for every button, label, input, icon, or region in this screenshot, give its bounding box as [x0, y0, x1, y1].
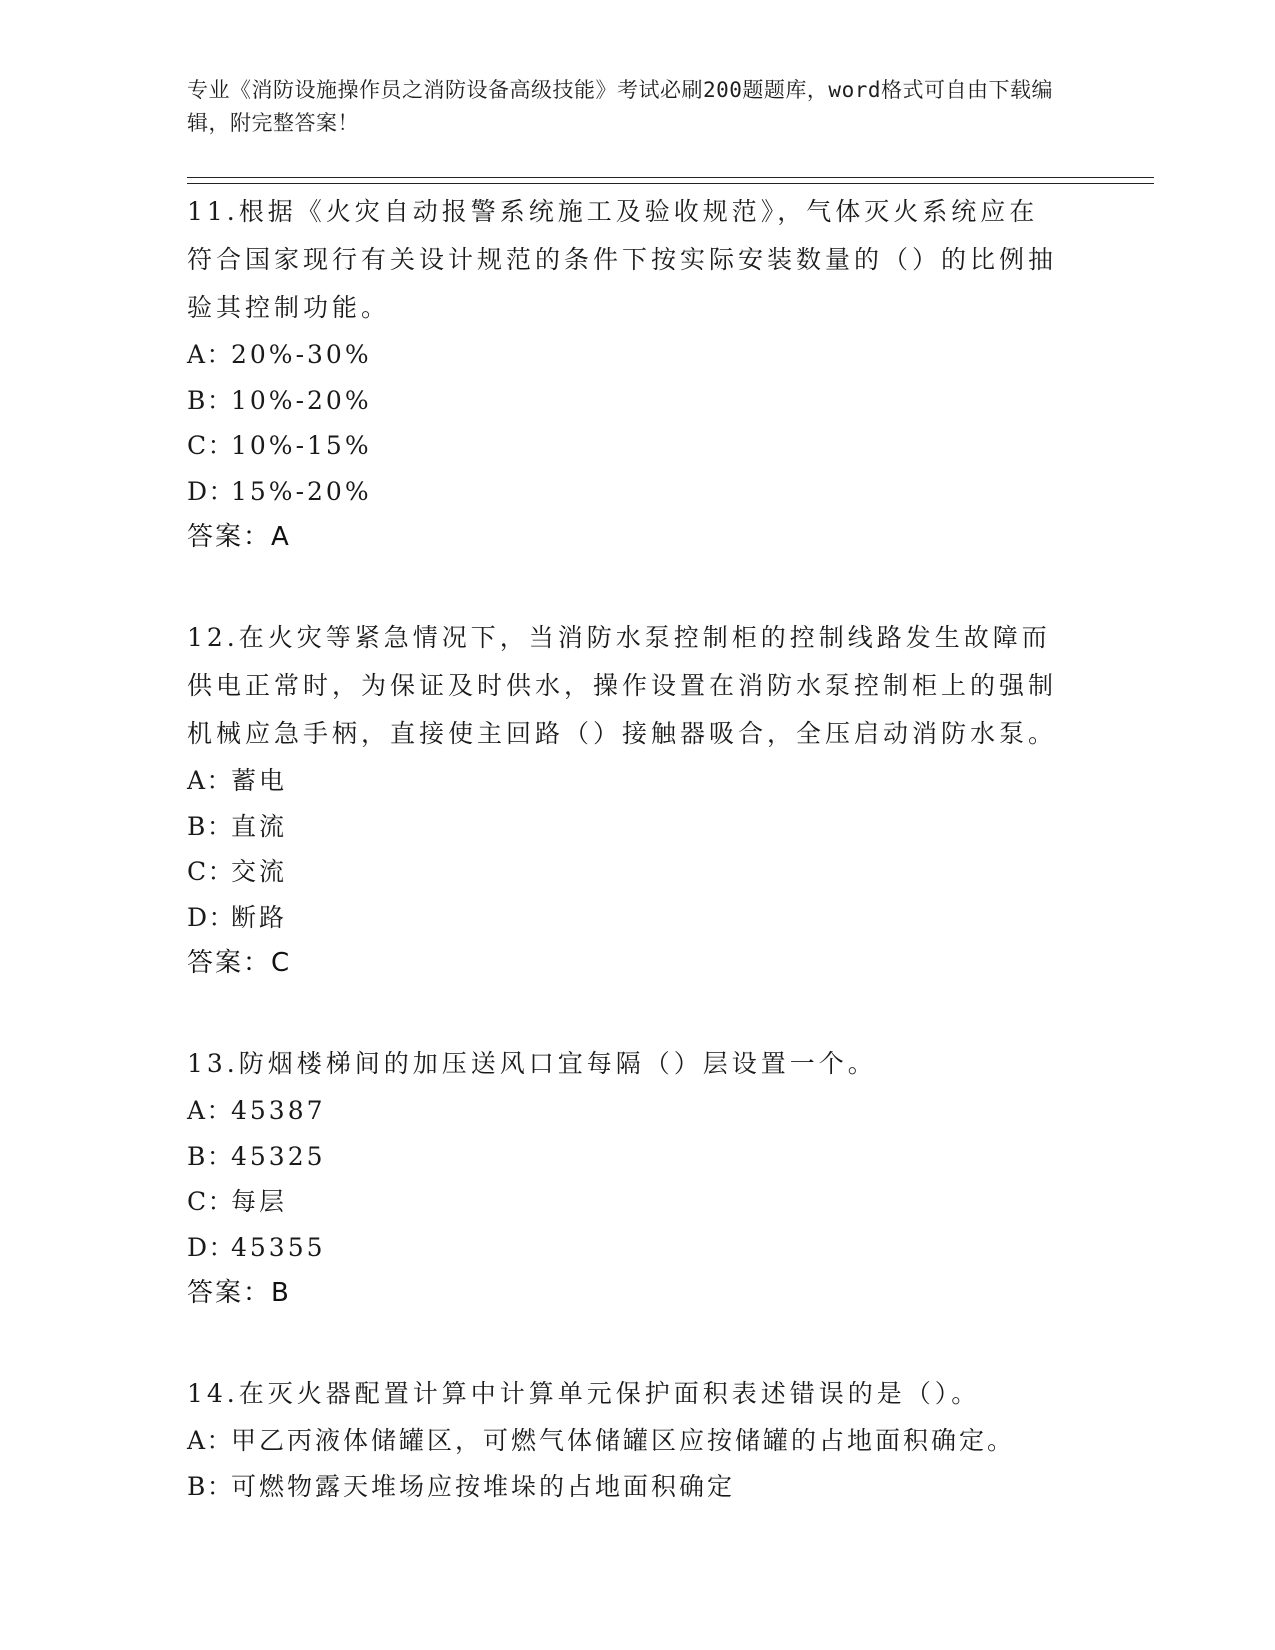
option-b [187, 1134, 1087, 1180]
question-14 [187, 1370, 1087, 1509]
option-text: 断路 [231, 902, 288, 932]
option-key: D： [187, 1232, 236, 1262]
option-a [187, 332, 1087, 378]
option-text: 45325 [231, 1141, 326, 1171]
option-text: 20%-30% [231, 340, 372, 369]
option-a [187, 758, 1087, 804]
option-text: 可燃物露天堆场应按堆垛的占地面积确定 [231, 1471, 736, 1501]
option-d [187, 1225, 1087, 1271]
option-key: C： [187, 857, 235, 886]
option-text: 45355 [231, 1232, 326, 1262]
option-key: A： [187, 340, 234, 369]
option-b [187, 378, 1087, 424]
header-note: 专业《消防设施操作员之消防设备高级技能》考试必刷200题题库，word格式可自由下载编辑，附完整答案！ [187, 78, 1053, 135]
option-text: 45387 [231, 1096, 326, 1125]
question-stem: 14.在灭火器配置计算中计算单元保护面积表述错误的是（）。 [187, 1379, 981, 1408]
option-text: 每层 [231, 1187, 288, 1216]
option-key: C： [187, 431, 235, 460]
question-13 [187, 1040, 1087, 1316]
option-d [187, 895, 1087, 941]
option-text: 蓄电 [231, 766, 288, 795]
question-list [187, 188, 1087, 1509]
option-key: B： [187, 1141, 234, 1171]
option-key: B： [187, 1471, 234, 1501]
option-text: 直流 [231, 811, 288, 841]
option-key: A： [187, 1096, 234, 1125]
option-d [187, 469, 1087, 515]
question-stem: 11.根据《火灾自动报警系统施工及验收规范》，气体灭火系统应在符合国家现行有关设计规范的条件下按实际安装数量的（）的比例抽验其控制功能。 [187, 197, 1058, 322]
option-c [187, 849, 1087, 895]
option-text: 10%-15% [231, 431, 372, 460]
option-b [187, 804, 1087, 850]
option-key: A： [187, 766, 234, 795]
option-key: D： [187, 902, 236, 932]
option-key: A： [187, 1426, 234, 1455]
header-rule-bottom [187, 183, 1154, 184]
header-rule-top [187, 177, 1154, 178]
question-11 [187, 188, 1087, 560]
option-b [187, 1464, 1087, 1510]
option-a [187, 1088, 1087, 1134]
option-text: 甲乙丙液体储罐区，可燃气体储罐区应按储罐的占地面积确定。 [231, 1426, 1016, 1455]
option-c [187, 423, 1087, 469]
option-text: 交流 [231, 857, 288, 886]
option-text: 15%-20% [231, 476, 372, 506]
option-key: B： [187, 385, 234, 415]
option-key: C： [187, 1187, 235, 1216]
answer-label: 答案：A [187, 522, 291, 552]
question-stem: 13.防烟楼梯间的加压送风口宜每隔（）层设置一个。 [187, 1049, 877, 1078]
answer-label: 答案：C [187, 948, 292, 978]
question-12 [187, 614, 1087, 986]
option-key: D： [187, 476, 236, 506]
question-stem: 12.在火灾等紧急情况下，当消防水泵控制柜的控制线路发生故障而供电正常时，为保证及时供水，操作设置在消防水泵控制柜上的强制机械应急手柄，直接使主回路（）接触器吸合，全压启动消防水泵。 [187, 623, 1058, 748]
answer-label: 答案：B [187, 1278, 291, 1308]
option-text: 10%-20% [231, 385, 372, 415]
option-a [187, 1418, 1087, 1464]
option-key: B： [187, 811, 234, 841]
option-c [187, 1179, 1087, 1225]
